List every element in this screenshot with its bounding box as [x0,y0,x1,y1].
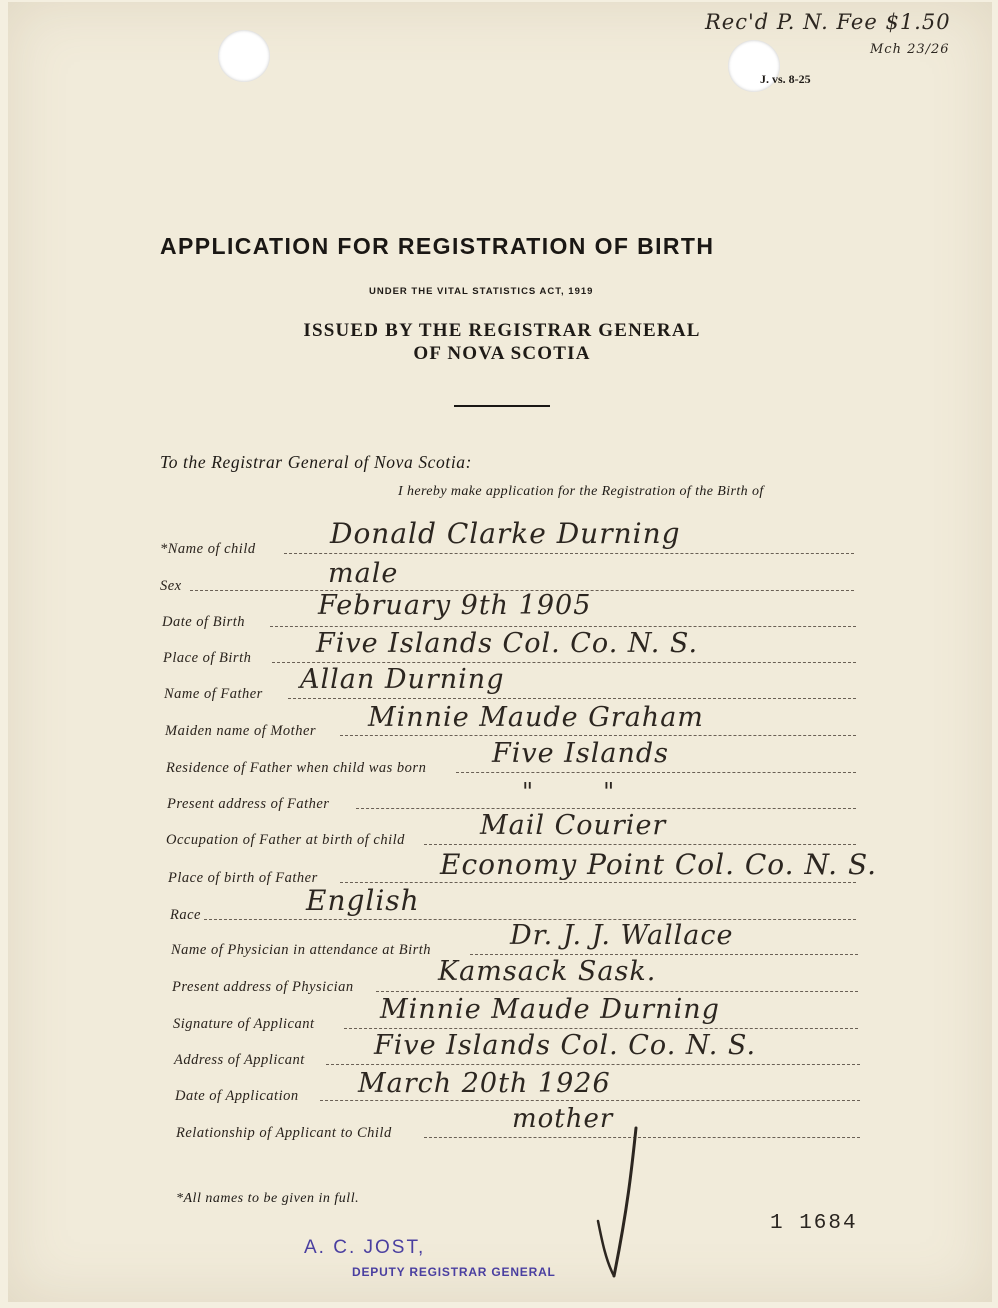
field-line-father-present-address [356,808,856,809]
stamp-title: DEPUTY REGISTRAR GENERAL [352,1265,556,1279]
field-value-relationship: mother [512,1104,614,1134]
field-value-mother-maiden-name: Minnie Maude Graham [368,702,704,733]
stamp-name: A. C. JOST, [304,1237,426,1258]
field-label-applicant-address: Address of Applicant [174,1052,305,1068]
punch-hole-left [218,30,270,82]
field-line-father-residence [456,772,856,773]
field-line-date-of-birth [270,626,856,627]
field-label-sex: Sex [160,578,182,594]
pen-stroke-mark [588,1126,648,1286]
field-label-mother-maiden-name: Maiden name of Mother [165,723,317,739]
footnote: *All names to be given in full. [176,1191,360,1206]
field-value-physician-address: Kamsack Sask. [438,956,657,987]
field-label-application-date: Date of Application [175,1088,299,1104]
title-divider [454,405,550,407]
field-label-date-of-birth: Date of Birth [162,614,246,630]
field-value-father-birthplace: Economy Point Col. Co. N. S. [440,848,878,881]
field-line-father-occupation [424,844,856,845]
document-title: APPLICATION FOR REGISTRATION OF BIRTH [160,233,715,259]
field-value-race: English [306,884,420,917]
field-value-father-present-address: " " [522,778,616,806]
field-label-father-residence: Residence of Father when child was born [166,760,427,776]
field-line-father-name [288,698,856,699]
field-value-sex: male [328,558,399,589]
field-line-child-name [284,553,854,554]
field-line-physician-address [376,991,858,992]
field-line-applicant-signature [344,1028,858,1029]
field-value-applicant-address: Five Islands Col. Co. N. S. [374,1030,757,1061]
field-label-father-name: Name of Father [164,686,263,702]
field-label-father-present-address: Present address of Father [167,796,330,812]
intro-text: I hereby make application for the Registration of the Birth of [398,484,764,499]
field-value-application-date: March 20th 1926 [358,1068,611,1099]
field-line-mother-maiden-name [340,735,856,736]
field-line-father-birthplace [340,882,856,883]
field-label-physician-address: Present address of Physician [172,979,354,995]
issued-by-line-2: OF NOVA SCOTIA [413,343,591,364]
field-label-applicant-signature: Signature of Applicant [173,1016,315,1032]
corner-handwritten-note: Rec'd P. N. Fee $1.50 [705,10,951,34]
issued-by-line-1: ISSUED BY THE REGISTRAR GENERAL [303,320,701,341]
form-number: J. vs. 8-25 [760,72,811,86]
field-label-race: Race [170,907,201,923]
field-label-child-name: *Name of child [160,541,256,557]
field-label-father-birthplace: Place of birth of Father [168,870,318,886]
field-value-father-name: Allan Durning [300,664,505,695]
field-value-physician-name: Dr. J. J. Wallace [510,920,734,951]
field-label-physician-name: Name of Physician in attendance at Birth [171,942,432,958]
field-label-relationship: Relationship of Applicant to Child [176,1125,392,1141]
field-value-child-name: Donald Clarke Durning [330,517,681,550]
act-subtitle: UNDER THE VITAL STATISTICS ACT, 1919 [369,286,594,297]
salutation: To the Registrar General of Nova Scotia: [160,452,473,472]
field-line-application-date [320,1100,860,1101]
corner-handwritten-date: Mch 23/26 [870,42,950,57]
field-label-father-occupation: Occupation of Father at birth of child [166,832,405,848]
field-line-place-of-birth [272,662,856,663]
field-value-father-residence: Five Islands [492,738,669,769]
field-value-place-of-birth: Five Islands Col. Co. N. S. [316,628,699,659]
field-value-date-of-birth: February 9th 1905 [318,590,592,621]
field-value-applicant-signature: Minnie Maude Durning [380,994,720,1025]
field-line-applicant-address [326,1064,860,1065]
field-value-father-occupation: Mail Courier [480,810,667,841]
field-label-place-of-birth: Place of Birth [163,650,252,666]
registration-number: 1 1684 [770,1212,858,1235]
field-line-physician-name [470,954,858,955]
